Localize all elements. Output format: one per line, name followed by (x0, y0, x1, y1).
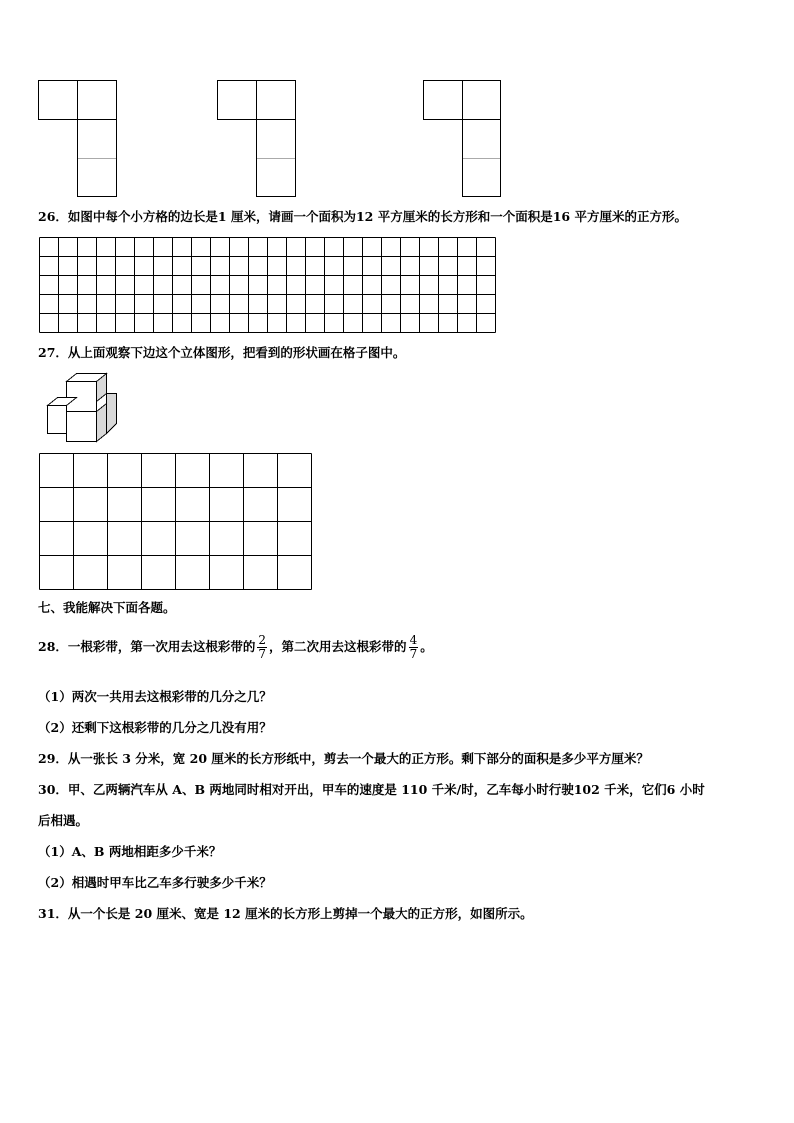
question-30-line-1: 30．甲、乙两辆汽车从 A、B 两地同时相对开出，甲车的速度是 110 千米/时，乙车每小时行驶102 千米，它们6 小时 (38, 782, 705, 797)
question-26: 26．如图中每个小方格的边长是1 厘米，请画一个面积为12 平方厘米的长方形和一个面积是16 平方厘米的正方形。 (38, 209, 687, 224)
fraction-2-7: $\frac{2}{7}$ (258, 633, 267, 661)
question-28-sub-2: （2）还剩下这根彩带的几分之几没有用？ (38, 720, 272, 735)
question-30-line-2: 后相遇。 (38, 813, 89, 828)
question-30-sub-1: （1）A、B 两地相距多少千米？ (38, 844, 222, 859)
question-28-sub-1: （1）两次一共用去这根彩带的几分之几？ (38, 689, 272, 704)
question-31: 31．从一个长是 20 厘米、宽是 12 厘米的长方形上剪掉一个最大的正方形，如图所示。 (38, 906, 533, 921)
question-29: 29．从一张长 3 分米，宽 20 厘米的长方形纸中，剪去一个最大的正方形。剩下部分的面积是多少平方厘米？ (38, 751, 649, 766)
question-27: 27．从上面观察下边这个立体图形，把看到的形状画在格子图中。 (38, 345, 406, 360)
q28-text-2: ，第二次用去这根彩带的 (269, 639, 407, 654)
section-7-title: 七、我能解决下面各题。 (38, 600, 176, 615)
q28-text-3: 。 (420, 639, 433, 654)
question-30-sub-2: （2）相遇时甲车比乙车多行驶多少千米？ (38, 875, 272, 890)
fraction-4-7: $\frac{4}{7}$ (409, 633, 418, 661)
q28-text-1: 28．一根彩带，第一次用去这根彩带的 (38, 639, 256, 654)
question-28 (38, 632, 433, 662)
